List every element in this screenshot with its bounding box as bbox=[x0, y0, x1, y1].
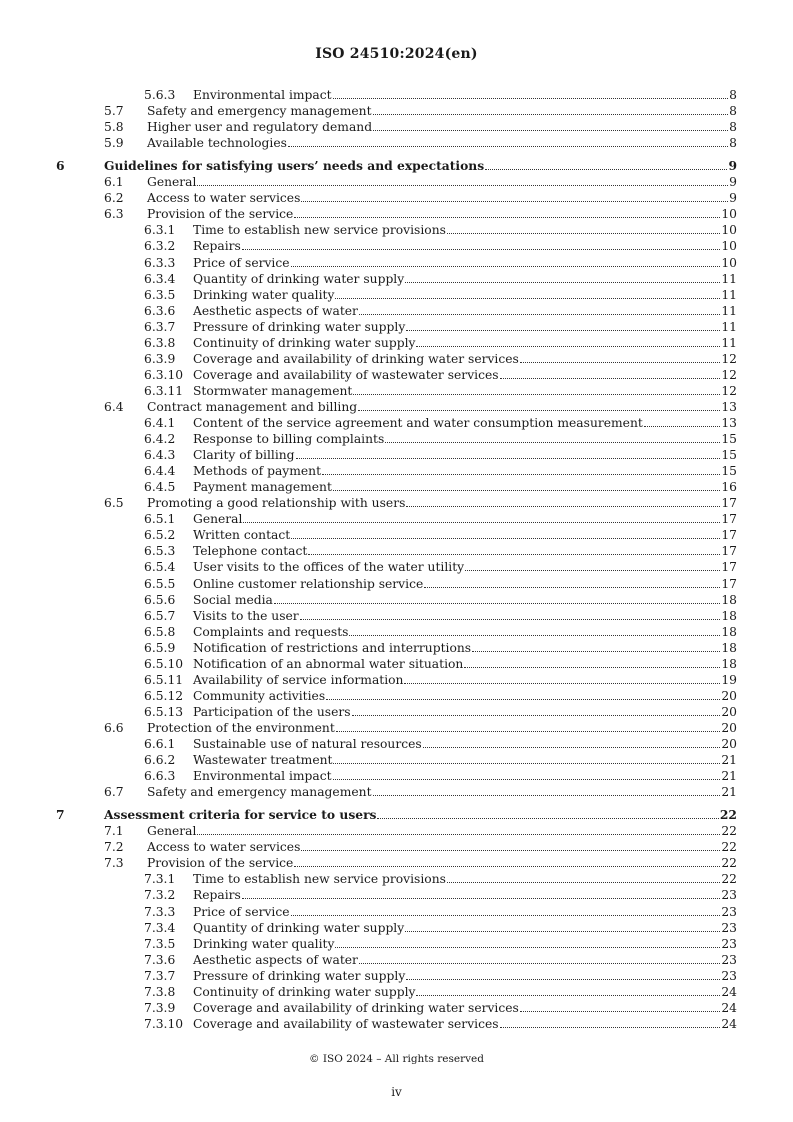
toc-entry-number: 6 bbox=[56, 158, 65, 174]
toc-entry-page: 18 bbox=[721, 624, 737, 639]
dot-leader bbox=[500, 1026, 721, 1028]
dot-leader bbox=[333, 97, 729, 99]
toc-entry-page: 24 bbox=[721, 984, 737, 999]
toc-entry-title: Drinking water quality bbox=[193, 287, 335, 302]
toc-entry-title: Quantity of drinking water supply bbox=[193, 920, 405, 935]
toc-entry-page: 10 bbox=[721, 239, 737, 254]
toc-entry[interactable] bbox=[0, 367, 793, 383]
toc-entry-title: Continuity of drinking water supply bbox=[193, 984, 416, 999]
toc-entry-number: 7.3.3 bbox=[144, 904, 176, 919]
toc-entry-page: 8 bbox=[729, 104, 737, 119]
toc-entry-title: Environmental impact bbox=[193, 769, 332, 784]
dot-leader bbox=[373, 113, 729, 115]
toc-entry-title: Repairs bbox=[193, 239, 241, 254]
toc-entry[interactable] bbox=[0, 784, 793, 800]
toc-entry-number: 6.3.9 bbox=[144, 351, 176, 366]
dot-leader bbox=[243, 521, 720, 523]
toc-entry-page: 24 bbox=[721, 1016, 737, 1031]
toc-entry-page: 10 bbox=[721, 207, 737, 222]
dot-leader bbox=[465, 569, 720, 571]
toc-entry-page: 23 bbox=[721, 936, 737, 951]
toc-entry[interactable] bbox=[0, 855, 793, 871]
dot-leader bbox=[447, 232, 720, 234]
toc-entry-page: 23 bbox=[721, 888, 737, 903]
dot-leader bbox=[336, 730, 721, 732]
dot-leader bbox=[359, 313, 720, 315]
toc-entry-title: Environmental impact bbox=[193, 88, 332, 102]
dot-leader bbox=[447, 881, 720, 883]
toc-entry-number: 6.5.3 bbox=[144, 544, 176, 559]
toc-entry[interactable] bbox=[0, 87, 793, 103]
dot-leader bbox=[294, 865, 720, 867]
toc-entry-title: Available technologies bbox=[147, 136, 287, 151]
toc-entry-page: 21 bbox=[721, 785, 737, 800]
toc-entry-number: 7.3.9 bbox=[144, 1000, 176, 1015]
dot-leader bbox=[242, 248, 720, 250]
toc-entry-page: 21 bbox=[721, 753, 737, 768]
dot-leader bbox=[485, 168, 727, 170]
toc-entry[interactable] bbox=[0, 135, 793, 151]
toc-entry-page: 12 bbox=[721, 367, 737, 382]
toc-entry-title: Coverage and availability of drinking water services bbox=[193, 1000, 519, 1015]
toc-entry-number: 6.2 bbox=[104, 191, 124, 206]
toc-entry-number: 6.3.11 bbox=[144, 383, 184, 398]
dot-leader bbox=[352, 714, 721, 716]
toc-entry-number: 6.3.3 bbox=[144, 255, 176, 270]
toc-entry-page: 17 bbox=[721, 576, 737, 591]
toc-entry-page: 15 bbox=[721, 464, 737, 479]
toc-entry-number: 6.5.5 bbox=[144, 576, 176, 591]
toc-entry-number: 6.3.7 bbox=[144, 319, 176, 334]
toc-entry-page: 22 bbox=[719, 807, 737, 823]
toc-entry-title: Access to water services bbox=[147, 840, 301, 855]
toc-entry-page: 11 bbox=[721, 335, 737, 350]
toc-entry[interactable] bbox=[0, 383, 793, 399]
toc-entry-number: 7.2 bbox=[104, 840, 124, 855]
toc-entry-number: 6.7 bbox=[104, 785, 124, 800]
toc-entry-title: Time to establish new service provisions bbox=[193, 872, 446, 887]
dot-leader bbox=[405, 281, 720, 283]
toc-entry-number: 5.9 bbox=[104, 136, 124, 151]
dot-leader bbox=[416, 994, 720, 996]
toc-entry-number: 7.3.8 bbox=[144, 984, 176, 999]
toc-entry[interactable] bbox=[0, 543, 793, 559]
toc-entry[interactable] bbox=[0, 720, 793, 736]
toc-entry-page: 9 bbox=[729, 191, 737, 206]
toc-entry[interactable] bbox=[0, 447, 793, 463]
toc-entry-number: 5.6.3 bbox=[144, 88, 176, 102]
toc-entry-title: Social media bbox=[193, 592, 273, 607]
toc-entry-number: 7.3.4 bbox=[144, 920, 176, 935]
toc-entry-number: 6.3 bbox=[104, 207, 124, 222]
dot-leader bbox=[520, 361, 721, 363]
toc-entry-number: 6.4.3 bbox=[144, 448, 176, 463]
toc-entry[interactable] bbox=[0, 807, 793, 823]
dot-leader bbox=[274, 602, 720, 604]
toc-entry-page: 20 bbox=[721, 704, 737, 719]
dot-leader bbox=[301, 200, 728, 202]
toc-entry-title: Price of service bbox=[193, 255, 290, 270]
toc-entry[interactable] bbox=[0, 887, 793, 903]
dot-leader bbox=[349, 634, 720, 636]
toc-entry-title: Provision of the service bbox=[147, 856, 294, 871]
toc-entry-number: 6.5.13 bbox=[144, 704, 184, 719]
toc-entry-title: Provision of the service bbox=[147, 207, 294, 222]
toc-entry-page: 23 bbox=[721, 920, 737, 935]
toc-entry[interactable] bbox=[0, 904, 793, 920]
toc-entry[interactable] bbox=[0, 624, 793, 640]
toc-entry-title: Sustainable use of natural resources bbox=[193, 737, 422, 751]
toc-entry[interactable] bbox=[0, 103, 793, 119]
toc-entry-page: 17 bbox=[721, 496, 737, 511]
toc-entry-title: Safety and emergency management bbox=[147, 104, 372, 119]
toc-entry-number: 6.4.5 bbox=[144, 480, 176, 495]
toc-entry-title: Written contact bbox=[193, 528, 291, 543]
toc-entry-number: 6.3.6 bbox=[144, 303, 176, 318]
document-header: ISO 24510:2024(en) bbox=[315, 46, 478, 62]
toc-entry-title: General bbox=[147, 175, 197, 190]
toc-entry-page: 9 bbox=[728, 158, 737, 174]
toc-entry-number: 6.4.4 bbox=[144, 464, 176, 479]
dot-leader bbox=[424, 586, 720, 588]
toc-entry-title: Methods of payment bbox=[193, 464, 322, 479]
toc-entry-number: 6.5.1 bbox=[144, 512, 176, 527]
toc-entry-number: 6.3.4 bbox=[144, 271, 176, 286]
toc-entry-number: 6.6.2 bbox=[144, 753, 176, 768]
toc-entry-number: 6.3.10 bbox=[144, 367, 184, 382]
dot-leader bbox=[242, 897, 720, 899]
toc-entry-title: Aesthetic aspects of water bbox=[193, 303, 358, 318]
toc-entry-number: 6.1 bbox=[104, 175, 124, 190]
toc-entry-page: 17 bbox=[721, 560, 737, 575]
dot-leader bbox=[373, 129, 728, 131]
dot-leader bbox=[326, 698, 720, 700]
toc-entry[interactable] bbox=[0, 287, 793, 303]
toc-entry-page: 17 bbox=[721, 544, 737, 559]
dot-leader bbox=[416, 345, 720, 347]
toc-entry-title: Continuity of drinking water supply bbox=[193, 335, 416, 350]
toc-entry-number: 6.5.10 bbox=[144, 656, 184, 671]
toc-entry-number: 5.7 bbox=[104, 104, 124, 119]
dot-leader bbox=[373, 794, 721, 796]
toc-entry-page: 13 bbox=[721, 399, 737, 414]
toc-entry-number: 6.5.7 bbox=[144, 608, 176, 623]
toc-entry[interactable] bbox=[0, 968, 793, 984]
toc-entry-number: 7.3.1 bbox=[144, 872, 176, 887]
toc-entry-number: 7.1 bbox=[104, 824, 124, 839]
toc-entry-title: General bbox=[147, 824, 197, 839]
toc-entry[interactable] bbox=[0, 984, 793, 1000]
toc-entry[interactable] bbox=[0, 592, 793, 608]
toc-entry[interactable] bbox=[0, 463, 793, 479]
toc-entry-page: 18 bbox=[721, 640, 737, 655]
toc-entry-page: 20 bbox=[721, 688, 737, 703]
toc-entry-number: 6.4.1 bbox=[144, 416, 176, 430]
toc-entry-title: Notification of restrictions and interruptions bbox=[193, 640, 472, 655]
toc-entry-title: Access to water services bbox=[147, 191, 301, 206]
toc-entry-page: 8 bbox=[729, 136, 737, 151]
toc-entry-number: 6.6.3 bbox=[144, 769, 176, 784]
toc-entry-title: Pressure of drinking water supply bbox=[193, 968, 406, 983]
dot-leader bbox=[406, 505, 720, 507]
toc-entry[interactable] bbox=[0, 174, 793, 190]
dot-leader bbox=[464, 666, 720, 668]
dot-leader bbox=[423, 746, 721, 748]
toc-entry-page: 11 bbox=[721, 319, 737, 334]
toc-entry-number: 7.3 bbox=[104, 856, 124, 871]
toc-entry-number: 6.6.1 bbox=[144, 737, 176, 751]
toc-entry-page: 21 bbox=[721, 769, 737, 784]
toc-entry-title: Coverage and availability of wastewater services bbox=[193, 1016, 499, 1031]
dot-leader bbox=[377, 817, 718, 819]
dot-leader bbox=[359, 962, 720, 964]
toc-entry-title: Safety and emergency management bbox=[147, 785, 372, 800]
toc-entry-number: 7.3.10 bbox=[144, 1016, 184, 1031]
toc-entry-page: 18 bbox=[721, 656, 737, 671]
toc-entry-number: 7.3.6 bbox=[144, 952, 176, 967]
toc-entry-page: 11 bbox=[721, 271, 737, 286]
toc-entry-number: 6.5.9 bbox=[144, 640, 176, 655]
toc-entry-number: 6.5 bbox=[104, 496, 124, 511]
toc-entry-page: 12 bbox=[721, 383, 737, 398]
toc-entry-page: 24 bbox=[721, 1000, 737, 1015]
toc-entry-number: 6.5.6 bbox=[144, 592, 176, 607]
dot-leader bbox=[296, 457, 721, 459]
toc-entry[interactable] bbox=[0, 495, 793, 511]
copyright-footer: © ISO 2024 – All rights reserved bbox=[309, 1053, 484, 1065]
toc-entry[interactable] bbox=[0, 158, 793, 174]
toc-entry-title: Availability of service information bbox=[193, 672, 404, 687]
toc-entry-title: Coverage and availability of wastewater services bbox=[193, 367, 499, 382]
toc-entry[interactable] bbox=[0, 608, 793, 624]
toc-entry-page: 15 bbox=[721, 432, 737, 447]
dot-leader bbox=[353, 393, 720, 395]
toc-entry-page: 15 bbox=[721, 448, 737, 463]
toc-entry-number: 6.6 bbox=[104, 720, 124, 735]
toc-entry-number: 7 bbox=[56, 807, 65, 823]
toc-entry-page: 10 bbox=[721, 255, 737, 270]
dot-leader bbox=[644, 425, 721, 427]
toc-entry-title: Community activities bbox=[193, 688, 326, 703]
toc-entry-page: 22 bbox=[721, 840, 737, 855]
toc-entry[interactable] bbox=[0, 576, 793, 592]
toc-entry[interactable] bbox=[0, 238, 793, 254]
toc-entry-title: Wastewater treatment bbox=[193, 753, 333, 768]
toc-entry-page: 12 bbox=[721, 351, 737, 366]
toc-entry-title: Contract management and billing bbox=[147, 399, 358, 414]
toc-entry-page: 20 bbox=[721, 737, 737, 751]
toc-entry-title: Drinking water quality bbox=[193, 936, 335, 951]
toc-entry-page: 8 bbox=[729, 120, 737, 135]
toc-entry[interactable] bbox=[0, 222, 793, 238]
toc-entry[interactable] bbox=[0, 871, 793, 887]
toc-entry-title: General bbox=[193, 512, 243, 527]
toc-entry-number: 6.3.2 bbox=[144, 239, 176, 254]
toc-entry-page: 22 bbox=[721, 824, 737, 839]
dot-leader bbox=[197, 833, 720, 835]
dot-leader bbox=[385, 441, 720, 443]
toc-entry-page: 11 bbox=[721, 303, 737, 318]
toc-entry-page: 20 bbox=[721, 720, 737, 735]
toc-entry[interactable] bbox=[0, 640, 793, 656]
dot-leader bbox=[404, 682, 720, 684]
toc-entry[interactable] bbox=[0, 823, 793, 839]
toc-entry[interactable] bbox=[0, 431, 793, 447]
toc-entry-title: Assessment criteria for service to users bbox=[104, 807, 377, 823]
toc-entry[interactable] bbox=[0, 1000, 793, 1016]
toc-entry-title: Quantity of drinking water supply bbox=[193, 271, 405, 286]
toc-entry-title: Response to billing complaints bbox=[193, 432, 385, 447]
toc-entry[interactable] bbox=[0, 351, 793, 367]
dot-leader bbox=[291, 914, 721, 916]
toc-entry[interactable] bbox=[0, 271, 793, 287]
page-number: iv bbox=[391, 1085, 402, 1099]
toc-entry-title: Aesthetic aspects of water bbox=[193, 952, 358, 967]
toc-entry-number: 6.5.2 bbox=[144, 528, 176, 543]
dot-leader bbox=[335, 946, 720, 948]
toc-entry-page: 23 bbox=[721, 968, 737, 983]
toc-entry-title: Clarity of billing bbox=[193, 448, 295, 463]
toc-entry-number: 6.3.1 bbox=[144, 223, 176, 238]
toc-entry-number: 6.3.5 bbox=[144, 287, 176, 302]
toc-entry-title: Online customer relationship service bbox=[193, 576, 424, 591]
toc-entry[interactable] bbox=[0, 415, 793, 431]
toc-entry-page: 22 bbox=[721, 856, 737, 871]
toc-entry[interactable] bbox=[0, 399, 793, 415]
toc-entry[interactable] bbox=[0, 119, 793, 135]
toc-entry-title: Coverage and availability of drinking water services bbox=[193, 351, 519, 366]
toc-entry[interactable] bbox=[0, 936, 793, 952]
toc-entry-number: 6.3.8 bbox=[144, 335, 176, 350]
toc-entry[interactable] bbox=[0, 952, 793, 968]
toc-entry[interactable] bbox=[0, 752, 793, 768]
toc-entry-number: 6.5.4 bbox=[144, 560, 176, 575]
toc-entry-title: Guidelines for satisfying users’ needs and expectations bbox=[104, 158, 485, 174]
dot-leader bbox=[197, 184, 728, 186]
dot-leader bbox=[291, 265, 721, 267]
toc-entry[interactable] bbox=[0, 511, 793, 527]
toc-entry-page: 11 bbox=[721, 287, 737, 302]
dot-leader bbox=[308, 553, 720, 555]
toc-entry[interactable] bbox=[0, 303, 793, 319]
toc-entry-number: 6.4 bbox=[104, 399, 124, 414]
toc-entry[interactable] bbox=[0, 704, 793, 720]
toc-entry-number: 7.3.2 bbox=[144, 888, 176, 903]
toc-entry-page: 19 bbox=[721, 672, 737, 687]
toc-entry-title: Stormwater management bbox=[193, 383, 353, 398]
dot-leader bbox=[300, 618, 721, 620]
toc-entry[interactable] bbox=[0, 656, 793, 672]
dot-leader bbox=[294, 216, 720, 218]
toc-entry-number: 6.5.8 bbox=[144, 624, 176, 639]
toc-entry[interactable] bbox=[0, 559, 793, 575]
dot-leader bbox=[358, 409, 720, 411]
toc-entry[interactable] bbox=[0, 319, 793, 335]
toc-entry-title: Content of the service agreement and water consumption measurement bbox=[193, 416, 643, 430]
toc-entry-page: 17 bbox=[721, 528, 737, 543]
toc-entry-page: 23 bbox=[721, 904, 737, 919]
toc-entry-title: Visits to the user bbox=[193, 608, 299, 623]
toc-entry-page: 8 bbox=[729, 88, 737, 102]
toc-entry[interactable] bbox=[0, 672, 793, 688]
dot-leader bbox=[406, 329, 720, 331]
dot-leader bbox=[333, 762, 720, 764]
toc-entry[interactable] bbox=[0, 479, 793, 495]
toc-entry-page: 13 bbox=[721, 416, 737, 430]
toc-entry-page: 18 bbox=[721, 592, 737, 607]
toc-entry-number: 5.8 bbox=[104, 120, 124, 135]
toc-entry-number: 7.3.7 bbox=[144, 968, 176, 983]
dot-leader bbox=[333, 489, 720, 491]
toc-entry-title: Payment management bbox=[193, 480, 332, 495]
toc-entry-number: 6.4.2 bbox=[144, 432, 176, 447]
toc-entry-page: 10 bbox=[721, 223, 737, 238]
toc-entry[interactable] bbox=[0, 527, 793, 543]
toc-entry-title: Pressure of drinking water supply bbox=[193, 319, 406, 334]
dot-leader bbox=[335, 297, 720, 299]
dot-leader bbox=[301, 849, 720, 851]
toc-entry-title: Notification of an abnormal water situation bbox=[193, 656, 464, 671]
dot-leader bbox=[405, 930, 720, 932]
toc-entry-page: 17 bbox=[721, 512, 737, 527]
toc-entry[interactable] bbox=[0, 335, 793, 351]
toc-entry-title: Higher user and regulatory demand bbox=[147, 120, 373, 135]
dot-leader bbox=[500, 377, 721, 379]
toc-entry-number: 6.5.12 bbox=[144, 688, 184, 703]
dot-leader bbox=[322, 473, 720, 475]
toc-entry-title: Participation of the users bbox=[193, 704, 351, 719]
toc-entry-page: 22 bbox=[721, 872, 737, 887]
toc-entry[interactable] bbox=[0, 190, 793, 206]
toc-entry-page: 9 bbox=[729, 175, 737, 190]
toc-entry-title: Telephone contact bbox=[193, 544, 308, 559]
toc-entry[interactable] bbox=[0, 1016, 793, 1032]
toc-entry-page: 18 bbox=[721, 608, 737, 623]
dot-leader bbox=[520, 1010, 721, 1012]
toc-entry-title: Repairs bbox=[193, 888, 241, 903]
dot-leader bbox=[406, 978, 720, 980]
toc-entry[interactable] bbox=[0, 768, 793, 784]
toc-entry-title: Time to establish new service provisions bbox=[193, 223, 446, 238]
toc-entry-number: 7.3.5 bbox=[144, 936, 176, 951]
dot-leader bbox=[472, 650, 720, 652]
toc-entry-number: 6.5.11 bbox=[144, 672, 184, 687]
dot-leader bbox=[291, 537, 720, 539]
toc-entry[interactable] bbox=[0, 688, 793, 704]
toc-entry[interactable] bbox=[0, 255, 793, 271]
dot-leader bbox=[333, 778, 721, 780]
toc-entry[interactable] bbox=[0, 839, 793, 855]
toc-entry-title: Promoting a good relationship with users bbox=[147, 496, 406, 511]
toc-entry-page: 16 bbox=[721, 480, 737, 495]
dot-leader bbox=[288, 145, 728, 147]
toc-entry-title: User visits to the offices of the water utility bbox=[193, 560, 465, 575]
toc-entry-page: 23 bbox=[721, 952, 737, 967]
toc-entry-title: Price of service bbox=[193, 904, 290, 919]
toc-entry[interactable] bbox=[0, 206, 793, 222]
toc-entry[interactable] bbox=[0, 736, 793, 752]
toc-entry[interactable] bbox=[0, 920, 793, 936]
toc-entry-title: Protection of the environment bbox=[147, 720, 335, 735]
toc-entry-title: Complaints and requests bbox=[193, 624, 349, 639]
